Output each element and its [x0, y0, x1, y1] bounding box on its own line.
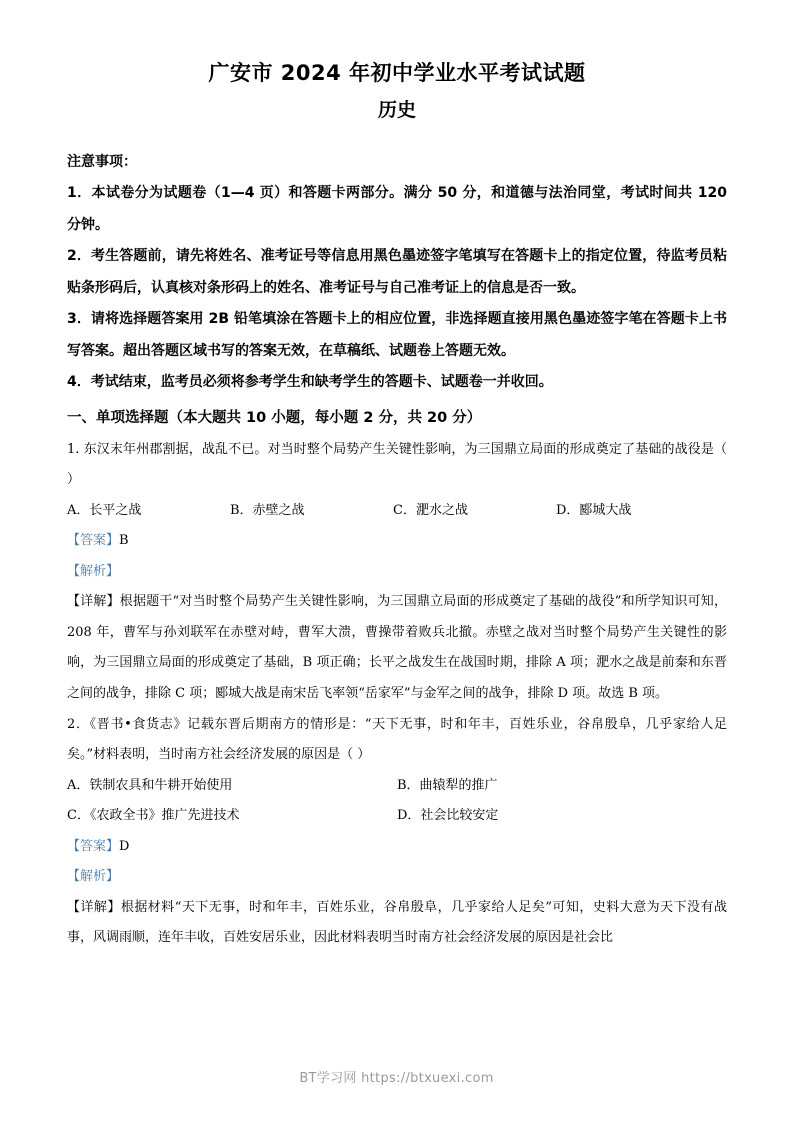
option-c[interactable]: C．淝水之战: [393, 502, 468, 518]
detail-tag: 【详解】: [67, 594, 120, 610]
answer-line: [67, 526, 727, 557]
option-b[interactable]: B．曲辕犁的推广: [397, 777, 498, 793]
option-a[interactable]: A．铁制农具和牛耕开始使用: [67, 777, 233, 793]
notice-item-1: 1．本试卷分为试题卷（1—4 页）和答题卡两部分。满分 50 分，和道德与法治同堂，考试时间共 120 分钟。: [67, 185, 727, 233]
notice-heading: 注意事项：: [67, 154, 137, 170]
explanation-paragraph: [67, 893, 727, 954]
option-a[interactable]: A．长平之战: [67, 502, 142, 518]
notice-item-4: 4．考试结束，监考员必须将参考学生和缺考学生的答题卡、试题卷一并收回。: [67, 374, 553, 391]
page-subtitle: 历史: [377, 98, 416, 121]
detail-tag: 【详解】: [67, 899, 121, 915]
answer-tag: 【答案】: [67, 533, 120, 549]
footer-watermark: BT学习网 https://btxuexi.com: [299, 1071, 494, 1086]
analysis-tag: 【解析】: [67, 563, 120, 579]
option-d[interactable]: D．郾城大战: [556, 502, 632, 518]
question-stem: 2．《晋书•食货志》记载东晋后期南方的情形是：“天下无事，时和年丰，百姓乐业，谷帛殷阜，几乎家给人足矣。”材料表明，当时南方社会经济发展的原因是（ ）: [67, 716, 727, 763]
analysis-line: [67, 557, 727, 588]
section-heading-multiple-choice: 一、单项选择题（本大题共 10 小题，每小题 2 分，共 20 分）: [67, 409, 482, 426]
question-block: [67, 710, 727, 954]
question-options: [67, 496, 727, 527]
question-block: [67, 435, 727, 710]
page-title: 广安市 2024 年初中学业水平考试试题: [208, 61, 586, 85]
answer-tag: 【答案】: [67, 838, 120, 854]
notice-item-3: 3．请将选择题答案用 2B 铅笔填涂在答题卡上的相应位置，非选择题直接用黑色墨迹签字笔在答题卡上书写答案。超出答题区域书写的答案无效，在草稿纸、试题卷上答题无效。: [67, 311, 727, 359]
option-c[interactable]: C．《农政全书》推广先进技术: [67, 808, 240, 824]
analysis-tag: 【解析】: [67, 869, 120, 885]
option-b[interactable]: B．赤壁之战: [230, 502, 305, 518]
analysis-line: [67, 862, 727, 893]
question-options: [67, 771, 727, 802]
explanation-text: 根据题干“对当时整个局势产生关键性影响，为三国鼎立局面的形成奠定了基础的战役”和所学知识可知，208 年，曹军与孙刘联军在赤壁对峙，曹军大溃，曹操带着败兵北撤。赤壁之战对当时整个局势产生关键性的影响，为三国鼎立局面的形成奠定了基础，B 项正确；长平之战发生在战国时期，排除 A 项；淝水之战是前秦和东晋之间的战争，排除 C 项；郾城大战是南宋岳飞率领“岳家军”与金军之间的战争，排除 D 项。故选 B 项。: [67, 594, 727, 701]
question-options: [67, 801, 727, 832]
answer-value: B: [119, 533, 129, 549]
option-d[interactable]: D．社会比较安定: [397, 808, 499, 824]
answer-line: [67, 832, 727, 863]
page-content: [67, 58, 727, 954]
answer-value: D: [119, 838, 130, 854]
question-stem: 1. 东汉末年州郡割据，战乱不已。对当时整个局势产生关键性影响，为三国鼎立局面的形成奠定了基础的战役是（ ）: [67, 441, 727, 488]
notice-item-2: 2．考生答题前，请先将姓名、准考证号等信息用黑色墨迹签字笔填写在答题卡上的指定位置，待监考员粘贴条形码后，认真核对条形码上的姓名、准考证号与自己准考证上的信息是否一致。: [67, 248, 727, 296]
explanation-text: 根据材料“天下无事，时和年丰，百姓乐业，谷帛殷阜，几乎家给人足矣”可知，史料大意为天下没有战事，风调雨顺，连年丰收，百姓安居乐业，因此材料表明当时南方社会经济发展的原因是社会比: [67, 899, 727, 946]
explanation-paragraph: [67, 587, 727, 709]
